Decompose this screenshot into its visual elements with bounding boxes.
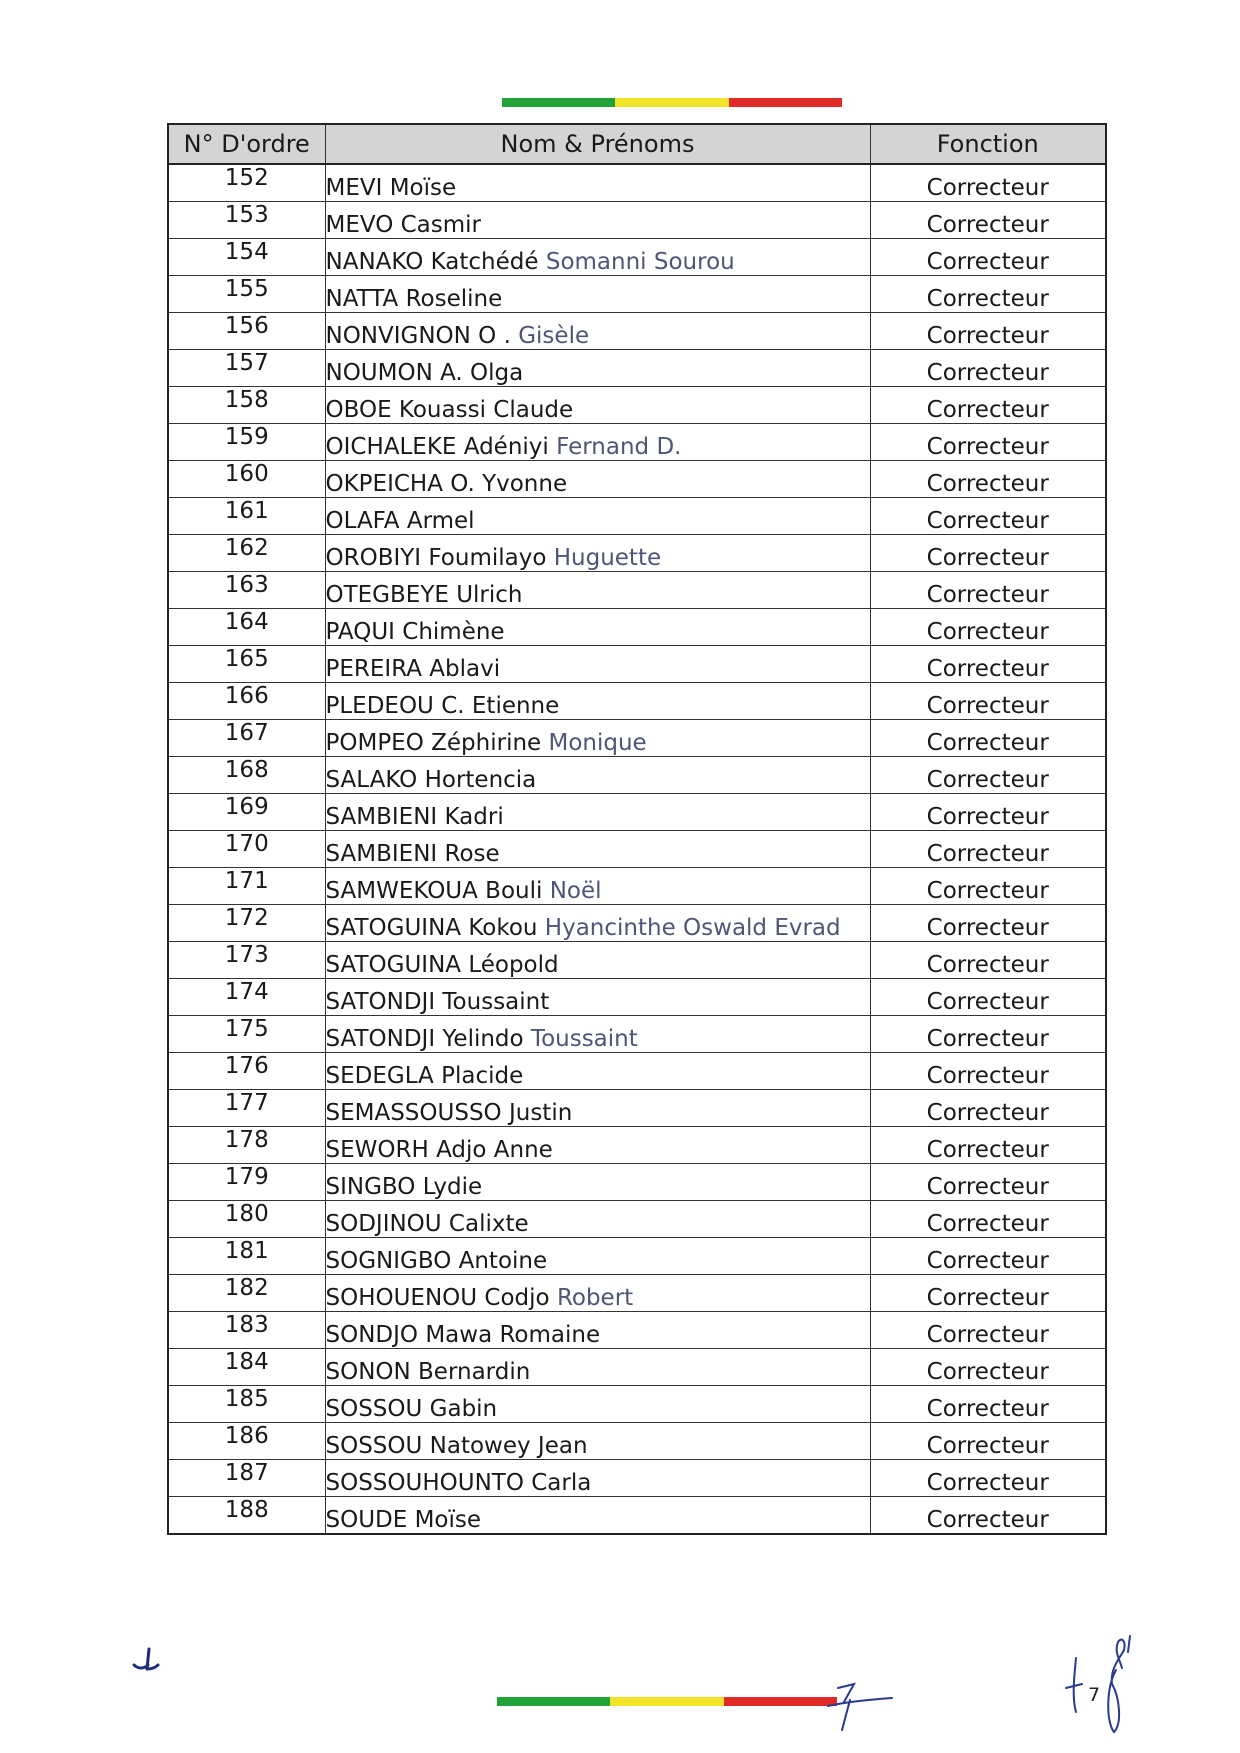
person-name [325,794,870,831]
order-number: 166 [168,683,325,720]
order-number: 182 [168,1275,325,1312]
person-name [325,905,870,942]
order-number: 181 [168,1238,325,1275]
order-number: 185 [168,1386,325,1423]
function-cell: Correcteur [870,350,1106,387]
table-row [168,942,1106,979]
function-cell: Correcteur [870,683,1106,720]
name-primary: SEWORH Adjo Anne [325,1137,553,1163]
name-primary: SATONDJI Toussaint [325,989,550,1015]
function-cell: Correcteur [870,1497,1106,1535]
function-cell: Correcteur [870,942,1106,979]
person-name [325,1423,870,1460]
order-number: 187 [168,1460,325,1497]
order-number: 177 [168,1090,325,1127]
function-cell: Correcteur [870,1312,1106,1349]
person-name [325,387,870,424]
person-name [325,757,870,794]
table-row [168,572,1106,609]
name-primary: NANAKO Katchédé [325,249,539,275]
person-name [325,276,870,313]
table-row [168,1349,1106,1386]
person-name [325,683,870,720]
handwritten-signature-right [1060,1628,1150,1738]
function-cell: Correcteur [870,1127,1106,1164]
table-row [168,1016,1106,1053]
order-number: 160 [168,461,325,498]
table-row [168,313,1106,350]
name-primary: SOSSOU Natowey Jean [325,1433,588,1459]
order-number: 169 [168,794,325,831]
order-number: 172 [168,905,325,942]
function-cell: Correcteur [870,979,1106,1016]
person-name [325,1275,870,1312]
roster-body [168,164,1106,1534]
function-cell: Correcteur [870,424,1106,461]
function-cell: Correcteur [870,1238,1106,1275]
table-row [168,1423,1106,1460]
order-number: 154 [168,239,325,276]
table-row [168,498,1106,535]
person-name [325,831,870,868]
name-primary: SAMBIENI Kadri [325,804,504,830]
person-name [325,1090,870,1127]
order-number: 162 [168,535,325,572]
function-cell: Correcteur [870,646,1106,683]
flag-red [729,98,842,107]
order-number: 159 [168,424,325,461]
order-number: 173 [168,942,325,979]
person-name [325,572,870,609]
table-row [168,1127,1106,1164]
table-row [168,461,1106,498]
person-name [325,498,870,535]
table-row [168,720,1106,757]
name-primary: SINGBO Lydie [325,1174,483,1200]
name-secondary: Hyancinthe Oswald Evrad [544,915,841,941]
order-number: 165 [168,646,325,683]
flag-yellow [610,1697,723,1706]
table-row [168,1460,1106,1497]
function-cell: Correcteur [870,387,1106,424]
table-row [168,387,1106,424]
order-number: 188 [168,1497,325,1535]
order-number: 180 [168,1201,325,1238]
table-row [168,276,1106,313]
person-name [325,720,870,757]
person-name [325,1201,870,1238]
person-name [325,1238,870,1275]
function-cell: Correcteur [870,461,1106,498]
function-cell: Correcteur [870,609,1106,646]
name-primary: OROBIYI Foumilayo [325,545,547,571]
function-cell: Correcteur [870,1386,1106,1423]
order-number: 183 [168,1312,325,1349]
table-row [168,1090,1106,1127]
name-primary: SOHOUENOU Codjo [325,1285,550,1311]
name-primary: SEDEGLA Placide [325,1063,524,1089]
flag-green [502,98,615,107]
function-cell: Correcteur [870,572,1106,609]
name-primary: PAQUI Chimène [325,619,505,645]
order-number: 161 [168,498,325,535]
header-name: Nom & Prénoms [325,124,870,164]
handwritten-signature-bottom [820,1672,900,1732]
name-primary: SONDJO Mawa Romaine [325,1322,601,1348]
name-primary: SODJINOU Calixte [325,1211,529,1237]
name-primary: SATONDJI Yelindo [325,1026,524,1052]
order-number: 167 [168,720,325,757]
name-primary: MEVO Casmir [325,212,482,238]
person-name [325,350,870,387]
function-cell: Correcteur [870,498,1106,535]
name-primary: SATOGUINA Léopold [325,952,559,978]
table-row [168,905,1106,942]
header-order: N° D'ordre [168,124,325,164]
person-name [325,202,870,239]
person-name [325,313,870,350]
order-number: 156 [168,313,325,350]
table-row [168,1312,1106,1349]
function-cell: Correcteur [870,1275,1106,1312]
flag-stripe-top [502,98,842,107]
person-name [325,424,870,461]
table-row [168,683,1106,720]
function-cell: Correcteur [870,239,1106,276]
name-primary: OICHALEKE Adéniyi [325,434,549,460]
function-cell: Correcteur [870,1460,1106,1497]
order-number: 175 [168,1016,325,1053]
order-number: 163 [168,572,325,609]
table-row [168,1053,1106,1090]
table-row [168,646,1106,683]
function-cell: Correcteur [870,1016,1106,1053]
order-number: 153 [168,202,325,239]
table-row [168,868,1106,905]
table-row [168,609,1106,646]
function-cell: Correcteur [870,1201,1106,1238]
person-name [325,646,870,683]
name-primary: NATTA Roseline [325,286,503,312]
name-primary: SALAKO Hortencia [325,767,537,793]
name-primary: PEREIRA Ablavi [325,656,501,682]
table-row [168,1275,1106,1312]
name-primary: SOSSOU Gabin [325,1396,498,1422]
person-name [325,1053,870,1090]
name-primary: OLAFA Armel [325,508,475,534]
order-number: 174 [168,979,325,1016]
person-name [325,1127,870,1164]
table-row [168,1164,1106,1201]
table-row [168,239,1106,276]
person-name [325,868,870,905]
table-row [168,831,1106,868]
roster-table [167,123,1107,1535]
person-name [325,1349,870,1386]
function-cell: Correcteur [870,1090,1106,1127]
person-name [325,1164,870,1201]
function-cell: Correcteur [870,164,1106,202]
order-number: 186 [168,1423,325,1460]
person-name [325,1312,870,1349]
name-secondary: Fernand D. [556,434,682,460]
function-cell: Correcteur [870,831,1106,868]
name-primary: OBOE Kouassi Claude [325,397,574,423]
name-secondary: Somanni Sourou [545,249,735,275]
function-cell: Correcteur [870,905,1106,942]
person-name [325,1386,870,1423]
function-cell: Correcteur [870,202,1106,239]
name-primary: SAMWEKOUA Bouli [325,878,543,904]
function-cell: Correcteur [870,868,1106,905]
name-primary: SOGNIGBO Antoine [325,1248,548,1274]
function-cell: Correcteur [870,757,1106,794]
table-row [168,535,1106,572]
handwritten-initial-mark [130,1643,162,1673]
order-number: 178 [168,1127,325,1164]
name-primary: MEVI Moïse [325,175,457,201]
table-row [168,1238,1106,1275]
table-header-row [168,124,1106,164]
name-primary: OTEGBEYE Ulrich [325,582,523,608]
person-name [325,942,870,979]
person-name [325,609,870,646]
function-cell: Correcteur [870,1423,1106,1460]
table-row [168,202,1106,239]
name-primary: OKPEICHA O. Yvonne [325,471,568,497]
table-row [168,424,1106,461]
function-cell: Correcteur [870,794,1106,831]
order-number: 168 [168,757,325,794]
name-secondary: Robert [556,1285,634,1311]
table-row [168,794,1106,831]
name-primary: SATOGUINA Kokou [325,915,538,941]
name-secondary: Noël [549,878,602,904]
function-cell: Correcteur [870,1053,1106,1090]
table-row [168,1386,1106,1423]
order-number: 176 [168,1053,325,1090]
person-name [325,979,870,1016]
name-primary: NOUMON A. Olga [325,360,524,386]
person-name [325,164,870,202]
function-cell: Correcteur [870,313,1106,350]
function-cell: Correcteur [870,276,1106,313]
name-primary: POMPEO Zéphirine [325,730,542,756]
person-name [325,1016,870,1053]
person-name [325,535,870,572]
flag-stripe-bottom [497,1697,837,1706]
function-cell: Correcteur [870,1349,1106,1386]
name-secondary: Gisèle [518,323,590,349]
flag-yellow [615,98,728,107]
table-row [168,350,1106,387]
person-name [325,1460,870,1497]
order-number: 157 [168,350,325,387]
flag-green [497,1697,610,1706]
order-number: 152 [168,164,325,202]
order-number: 171 [168,868,325,905]
page-number: 7 [1088,1684,1101,1706]
order-number: 170 [168,831,325,868]
function-cell: Correcteur [870,1164,1106,1201]
order-number: 164 [168,609,325,646]
name-primary: PLEDEOU C. Etienne [325,693,560,719]
person-name [325,1497,870,1535]
name-secondary: Huguette [553,545,662,571]
name-secondary: Monique [548,730,647,756]
name-secondary: Toussaint [530,1026,638,1052]
table-row [168,979,1106,1016]
person-name [325,461,870,498]
name-primary: SEMASSOUSSO Justin [325,1100,573,1126]
function-cell: Correcteur [870,535,1106,572]
name-primary: SAMBIENI Rose [325,841,500,867]
table-row [168,1201,1106,1238]
name-primary: NONVIGNON O . [325,323,511,349]
table-row [168,1497,1106,1535]
order-number: 179 [168,1164,325,1201]
order-number: 158 [168,387,325,424]
name-primary: SONON Bernardin [325,1359,531,1385]
function-cell: Correcteur [870,720,1106,757]
header-function: Fonction [870,124,1106,164]
order-number: 184 [168,1349,325,1386]
table-row [168,757,1106,794]
table-row [168,164,1106,202]
person-name [325,239,870,276]
name-primary: SOUDE Moïse [325,1507,482,1533]
order-number: 155 [168,276,325,313]
name-primary: SOSSOUHOUNTO Carla [325,1470,592,1496]
